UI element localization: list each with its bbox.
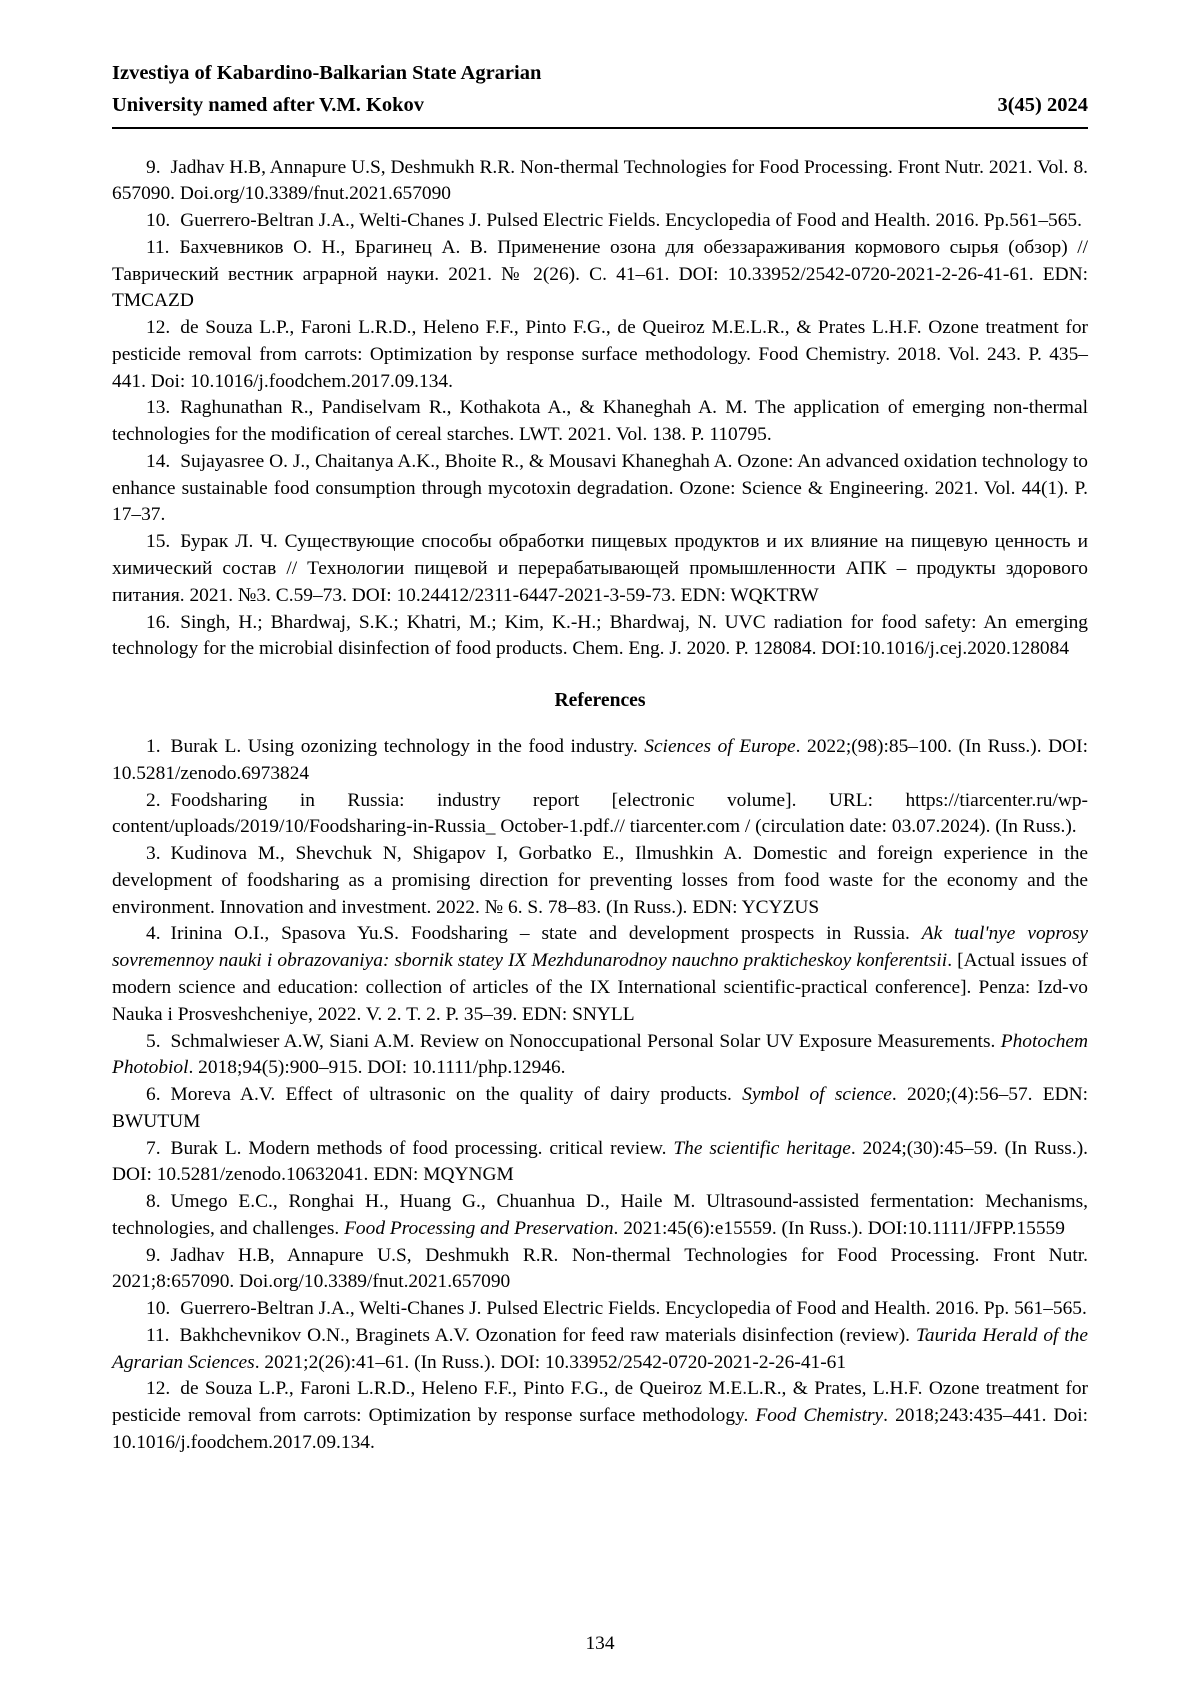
reference-source-italic: Photochem Photobiol: [112, 1030, 1088, 1079]
reference-text: Jadhav H.B, Annapure U.S, Deshmukh R.R. Non-thermal Technologies for Food Processing. Front Nutr. 2021. Vol. 8. 657090. Doi.org/10.3389/fnut.2021.657090: [112, 156, 1088, 205]
reference-text-run: . 2018;243:435–441. Doi: 10.1016/j.foodchem.2017.09.134.: [112, 1405, 1089, 1454]
header-divider: [112, 127, 1088, 129]
reference-text: [112, 1031, 1088, 1079]
reference-number: 16.: [146, 611, 171, 633]
reference-number: 8.: [146, 1191, 161, 1213]
reference-text-run: Schmalwieser A.W, Siani A.M. Review on Nonoccupational Personal Solar UV Exposure Measurements.: [170, 1030, 1001, 1052]
reference-item: [112, 734, 1088, 788]
reference-number: 2.: [146, 789, 161, 811]
reference-item: [112, 788, 1088, 842]
journal-title-line1: Izvestiya of Kabardino-Balkarian State Agrarian: [112, 62, 542, 84]
page-header: [112, 58, 1088, 129]
reference-item: [112, 1376, 1088, 1456]
reference-text: Singh, H.; Bhardwaj, S.K.; Khatri, M.; Kim, K.-H.; Bhardwaj, N. UVC radiation for food safety: An emerging technology for the microbial disinfection of food products. Chem. Eng. J. 2020. P. 128084. DOI:10.1016/j.cej.2020.128084: [112, 611, 1088, 660]
reference-item: [112, 1029, 1088, 1083]
reference-text-run: Guerrero-Beltran J.A., Welti-Chanes J. Pulsed Electric Fields. Encyclopedia of Food and Health. 2016. Pp. 561–565.: [180, 1298, 1087, 1320]
reference-item: [112, 1189, 1088, 1243]
reference-number: 11.: [146, 1324, 170, 1346]
reference-text-run: Burak L. Modern methods of food processing. critical review.: [170, 1137, 674, 1159]
reference-source-italic: Taurida Herald of the Agrarian Sciences: [112, 1324, 1088, 1373]
reference-number: 12.: [146, 1378, 171, 1400]
reference-source-italic: Food Processing and Preservation: [344, 1217, 614, 1239]
reference-text: Бурак Л. Ч. Существующие способы обработки пищевых продуктов и их влияние на пищевую ценность и химический состав // Технологии пищевой и перерабатывающей промышленности АПК – продукты здорового питания. 2021. №3. С.59–73. DOI: 10.24412/2311-6447-2021-3-59-73. EDN: WQKTRW: [112, 531, 1088, 606]
reference-text: [112, 1378, 1088, 1453]
reference-text-run: Umego E.C., Ronghai H., Huang G., Chuanhua D., Haile M. Ultrasound-assisted fermentation: Mechanisms, technologies, and challenges.: [112, 1191, 1088, 1239]
reference-text: [180, 1298, 1087, 1319]
reference-source-italic: Sciences of Europe: [644, 736, 796, 758]
reference-text: Sujayasree O. J., Chaitanya A.K., Bhoite R., & Mousavi Khaneghah A. Ozone: An advanced oxidation technology to enhance sustainable food consumption through mycotoxin degradation. Ozone: Science & Engineering. 2021. Vol. 44(1). P. 17–37.: [112, 450, 1088, 526]
reference-text-run: . 2021;2(26):41–61. (In Russ.). DOI: 10.33952/2542-0720-2021-2-26-41-61: [254, 1351, 847, 1373]
reference-source-italic: Symbol of science: [742, 1084, 892, 1106]
reference-text: [112, 1138, 1088, 1186]
reference-text-run: . 2022;(98):85–100. (In Russ.). DOI: 10.5281/zenodo.6973824: [112, 736, 1088, 784]
reference-item: [112, 841, 1088, 921]
reference-text-run: Kudinova M., Shevchuk N, Shigapov I, Gorbatko E., Ilmushkin A. Domestic and foreign experience in the development of foodsharing as a promising direction for preventing losses from food waste for the economy and the environment. Innovation and investment. 2022. № 6. S. 78–83. (In Russ.). EDN: YCYZUS: [112, 843, 1088, 918]
reference-number: 10.: [146, 210, 171, 232]
reference-text-run: Jadhav H.B, Annapure U.S, Deshmukh R.R. Non-thermal Technologies for Food Processing. Front Nutr. 2021;8:657090. Doi.org/10.3389/fnut.2021.657090: [112, 1244, 1088, 1293]
reference-number: 9.: [146, 1244, 161, 1266]
reference-number: 11.: [146, 236, 170, 258]
reference-text: [112, 1325, 1088, 1373]
reference-text: [112, 1084, 1088, 1132]
reference-source-italic: The scientific heritage: [673, 1137, 851, 1159]
reference-text: [112, 923, 1088, 1024]
reference-number: 3.: [146, 843, 161, 865]
reference-item: [112, 395, 1088, 449]
reference-text-run: Burak L. Using ozonizing technology in the food industry.: [170, 736, 645, 758]
reference-number: 5.: [146, 1030, 161, 1052]
reference-source-italic: Ak tual'nye voprosy sovremennoy nauki i obrazovaniya: sbornik statey IX Mezhdunarodnoy nauchno prakticheskoy konferen: [112, 923, 1089, 972]
reference-item: [112, 1243, 1088, 1297]
reference-text-run: . 2021:45(6):e15559. (In Russ.). DOI:10.1111/JFPP.15559: [613, 1217, 1065, 1239]
reference-list-russian: [112, 155, 1088, 664]
reference-text: [112, 736, 1088, 784]
reference-number: 1.: [146, 736, 161, 758]
reference-text: [112, 1245, 1088, 1293]
journal-title-line2: University named after V.M. Kokov: [112, 93, 425, 116]
reference-item: [112, 1136, 1088, 1190]
reference-item: [112, 610, 1088, 664]
reference-text: de Souza L.P., Faroni L.R.D., Heleno F.F., Pinto F.G., de Queiroz M.E.L.R., & Prates L.H.F. Ozone treatment for pesticide removal from carrots: Optimization by response surface methodology. Food Chemistry. 2018. Vol. 243. P. 435– 441. Doi: 10.1016/j.foodchem.2017.09.134.: [112, 317, 1088, 392]
reference-number: 7.: [146, 1137, 161, 1159]
reference-text-run: Foodsharing in Russia: industry report [electronic volume]. URL: https://tiarcenter.ru/wp-content/uploads/2019/10/Foodsharing-in-Russia_ October-1.pdf.// tiarcenter.com / (circulation date: 03.07.2024). (In Russ.).: [112, 789, 1088, 838]
reference-text: [112, 843, 1088, 918]
reference-number: 10.: [146, 1298, 171, 1320]
reference-text-run: Irinina O.I., Spasova Yu.S. Foodsharing – state and development prospects in Russia.: [170, 923, 922, 945]
reference-item: [112, 921, 1088, 1028]
reference-item: [112, 449, 1088, 529]
reference-item: [112, 315, 1088, 395]
reference-source-italic: Food Chemistry: [755, 1405, 884, 1427]
reference-list-english: [112, 734, 1088, 1457]
section-heading-references: References: [554, 690, 646, 712]
reference-item: [112, 529, 1088, 609]
reference-text-run: . [Actual issues of modern science and education: collection of articles of the IX International scientific-practical conference]. Penza: Izd-vo Nauka i Prosveshcheniye, 2022. V. 2. T. 2. P. 35–39. EDN: SNYLL: [112, 950, 1088, 1025]
reference-item: [112, 1323, 1088, 1377]
references-body: [112, 155, 1088, 1457]
reference-text: [112, 1191, 1088, 1239]
reference-text-run: Bakhchevnikov O.N., Braginets A.V. Ozonation for feed raw materials disinfection (review).: [179, 1324, 916, 1346]
reference-item: [112, 208, 1088, 235]
reference-text-run: Moreva A.V. Effect of ultrasonic on the quality of dairy products.: [170, 1084, 743, 1106]
reference-text: [112, 790, 1088, 838]
page-number: 134: [585, 1633, 615, 1654]
header-top-row: [112, 58, 1088, 90]
reference-number: 13.: [146, 397, 171, 419]
reference-text: Бахчевников О. Н., Брагинец А. В. Применение озона для обеззараживания кормового сырья (обзор) // Таврический вестник аграрной науки. 2021. № 2(26). С. 41–61. DOI: 10.33952/2542-0720-2021-2-26-41-61. EDN: TMCAZD: [112, 236, 1088, 312]
issue-number: 3(45) 2024: [997, 93, 1088, 116]
reference-number: 12.: [146, 317, 171, 339]
header-bottom-row: [112, 90, 1088, 122]
reference-item: [112, 155, 1088, 209]
reference-number: 4.: [146, 923, 161, 945]
reference-text-run: . 2024;(30):45–59. (In Russ.). DOI: 10.5281/zenodo.10632041. EDN: MQYNGM: [112, 1137, 1089, 1186]
reference-source-italic: tsii: [923, 950, 948, 972]
reference-number: 9.: [146, 156, 161, 178]
reference-text-run: . 2018;94(5):900–915. DOI: 10.1111/php.12946.: [188, 1057, 566, 1079]
reference-text: Guerrero-Beltran J.A., Welti-Chanes J. Pulsed Electric Fields. Encyclopedia of Food and Health. 2016. Pp.561–565.: [180, 210, 1082, 232]
reference-number: 15.: [146, 531, 171, 553]
reference-text: Raghunathan R., Pandiselvam R., Kothakota A., & Khaneghah A. M. The application of emerging non-thermal technologies for the modification of cereal starches. LWT. 2021. Vol. 138. P. 110795.: [112, 397, 1088, 446]
reference-item: [112, 1296, 1088, 1323]
reference-text-run: . 2020;(4):56–57. EDN: BWUTUM: [112, 1084, 1089, 1132]
reference-number: 6.: [146, 1084, 161, 1106]
reference-item: [112, 1082, 1088, 1136]
reference-item: [112, 235, 1088, 315]
reference-text-run: de Souza L.P., Faroni L.R.D., Heleno F.F., Pinto F.G., de Queiroz M.E.L.R., & Prates, L.H.F. Ozone treatment for pesticide removal from carrots: Optimization by response surface methodology.: [112, 1378, 1088, 1427]
reference-number: 14.: [146, 450, 171, 472]
